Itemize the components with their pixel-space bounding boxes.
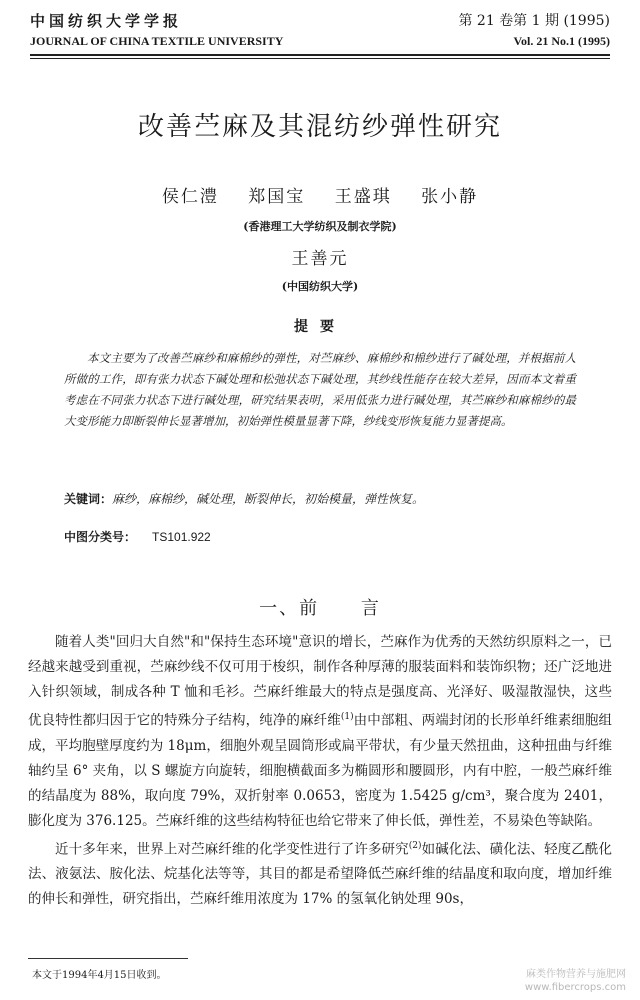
- footnote-rule: [28, 958, 188, 959]
- keywords-value: 麻纱，麻棉纱，碱处理，断裂伸长，初始模量，弹性恢复。: [112, 492, 425, 506]
- paragraph-text: 由中部粗、两端封闭的长形单纤维素细胞组成，平均胞壁厚度约为 18μm，细胞外观呈圆筒形或扁平带状，有少量天然扭曲，这种扭曲与纤维轴约呈 6° 夹角，以 S 螺旋方向旋转，细胞横截面多为椭圆形和腰圆形，内有中腔，一般苎麻纤维的结晶度为 88%，取向度 79%，双折射率 0.0653，密度为 1.5425 g/cm³，聚合度为 2401，膨化度为 376.125。苎麻纤维的这些结构特征也给它带来了伸长低，弹性差，不易染色等缺陷。: [28, 712, 613, 829]
- abstract-body: 本文主要为了改善苎麻纱和麻棉纱的弹性，对苎麻纱、麻棉纱和棉纱进行了碱处理，并根据前人所做的工作，即有张力状态下碱处理和松弛状态下碱处理，其纱线性能存在较大差异，因而本文着重考虑在不同张力状态下进行碱处理，研究结果表明，采用低张力进行碱处理，其苎麻纱和麻棉纱的最大变形能力即断裂伸长显著增加，初始弹性模量显著下降，纱线变形恢复能力显著提高。: [64, 351, 576, 428]
- body-text: [28, 630, 612, 912]
- affiliation-primary: (香港理工大学纺织及制衣学院): [243, 220, 397, 233]
- journal-name-en: JOURNAL OF CHINA TEXTILE UNIVERSITY: [30, 34, 284, 48]
- issue-info-en: Vol. 21 No.1 (1995): [513, 34, 610, 48]
- classification-label: 中图分类号：: [64, 530, 137, 544]
- paragraph: [28, 630, 612, 834]
- classification-number: [64, 528, 600, 545]
- keywords-label: 关键词：: [64, 492, 113, 506]
- affiliation-secondary: (中国纺织大学): [281, 280, 359, 293]
- reference-marker: (2): [408, 840, 422, 851]
- watermark-line: 麻类作物营养与施肥网: [526, 969, 626, 980]
- abstract-heading: 提要: [294, 319, 346, 335]
- paragraph-text: 如碱化法、磺化法、轻度乙酰化法、液氨法、胺化法、烷基化法等等，其目的都是希望降低苎麻纤维的结晶度和取向度，增加纤维的伸长和弹性，研究指出，苎麻纤维用浓度为 17% 的氢氧化钠处理 90s，: [28, 841, 613, 907]
- journal-header: [30, 10, 610, 56]
- watermark-url: www.fibercrops.com: [524, 982, 626, 993]
- reference-marker: (1): [340, 712, 354, 722]
- paper-title: 改善苎麻及其混纺纱弹性研究: [137, 112, 502, 142]
- paragraph-text: 近十多年来，世界上对苎麻纤维的化学变性进行了许多研究: [55, 841, 409, 857]
- classification-value: TS101.922: [152, 530, 211, 544]
- keywords: [64, 490, 600, 507]
- issue-info-cn: 第 21 卷第 1 期 (1995): [458, 13, 610, 29]
- header-rule-thin: [30, 58, 610, 59]
- site-watermark: [525, 968, 626, 994]
- footnote-received-date: 本文于1994年4月15日收到。: [32, 970, 167, 981]
- journal-name-cn: 中国纺织大学学报: [30, 12, 183, 30]
- header-rule: [30, 54, 610, 56]
- author-list-secondary: 王善元: [291, 249, 349, 269]
- author-list-primary: 侯仁澧 郑国宝 王盛琪 张小静: [161, 187, 479, 207]
- section-heading-intro: 一、前 言: [259, 598, 381, 619]
- paragraph: [28, 834, 612, 913]
- paragraph-text: 随着人类"回归大自然"和"保持生态环境"意识的增长，苎麻作为优秀的天然纺织原料之一，已经越来越受到重视，苎麻纱线不仅可用于梭织，制作各种厚薄的服装面料和装饰织物；还广泛地进入针织领域，制成各种 T 恤和毛衫。苎麻纤维最大的特点是强度高、光泽好、吸湿散湿快，这些优良特性都归因于它的特殊分子结构，纯净的麻纤维: [28, 634, 612, 729]
